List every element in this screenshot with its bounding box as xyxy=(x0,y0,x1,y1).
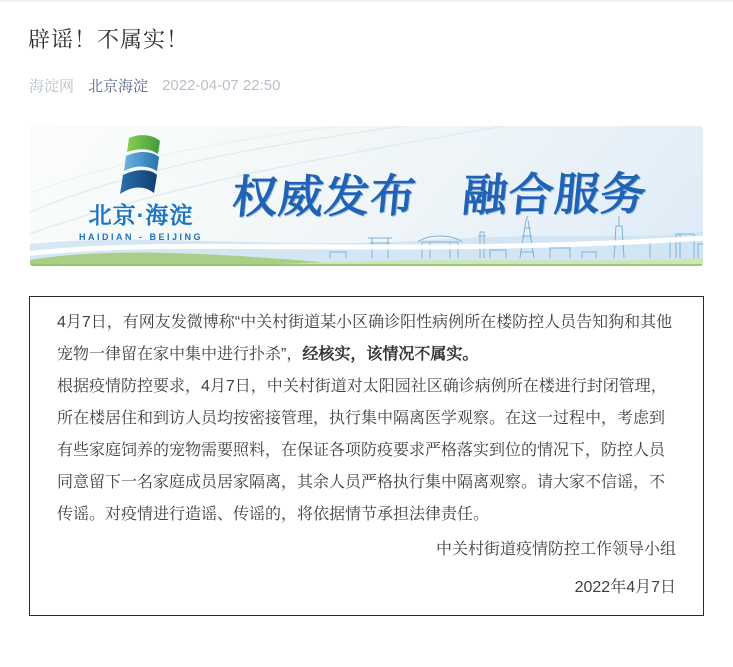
meta-account-link[interactable]: 北京海淀 xyxy=(88,78,149,95)
notice-p1-bold-text: 经核实，该情况不属实。 xyxy=(302,346,479,363)
meta-source-link[interactable]: 海淀网 xyxy=(29,78,75,95)
banner-skyline xyxy=(30,212,703,266)
notice-signature: 中关村街道疫情防控工作领导小组 xyxy=(435,541,676,558)
notice-p1-text: 4月7日，有网友发微博称“中关村街道某小区确诊阳性病例所在楼防控人员告知狗和其他宠物一律留在家中集中进行扑杀”， xyxy=(57,314,673,363)
notice-date: 2022年4月7日 xyxy=(574,579,676,596)
haidian-flag-icon xyxy=(113,134,169,196)
logo-text-cn: 北京·海淀 xyxy=(88,202,194,228)
notice-paragraph-1 xyxy=(57,307,676,371)
banner-image xyxy=(30,126,703,266)
banner-slogan: 权威发布 融合服务 xyxy=(229,168,650,223)
notice-paragraph-2: 根据疫情防控要求，4月7日，中关村街道对太阳园社区确诊病例所在楼进行封闭管理，所在楼居住和到访人员均按密接管理，执行集中隔离医学观察。在这一过程中，考虑到有些家庭饲养的宠物需要照料，在保证各项防疫要求严格落实到位的情况下，防控人员同意留下一名家庭成员居家隔离，其余人员严格执行集中隔离观察。请大家不信谣，不传谣。对疫情进行造谣、传谣的，将依据情节承担法律责任。 xyxy=(57,378,667,523)
page-title: 辟谣！不属实！ xyxy=(28,27,190,52)
notice-box xyxy=(29,296,704,616)
article-meta xyxy=(29,75,703,96)
meta-timestamp: 2022-04-07 22:50 xyxy=(162,77,281,94)
logo-text-en: HAIDIAN - BEIJING xyxy=(78,232,203,242)
